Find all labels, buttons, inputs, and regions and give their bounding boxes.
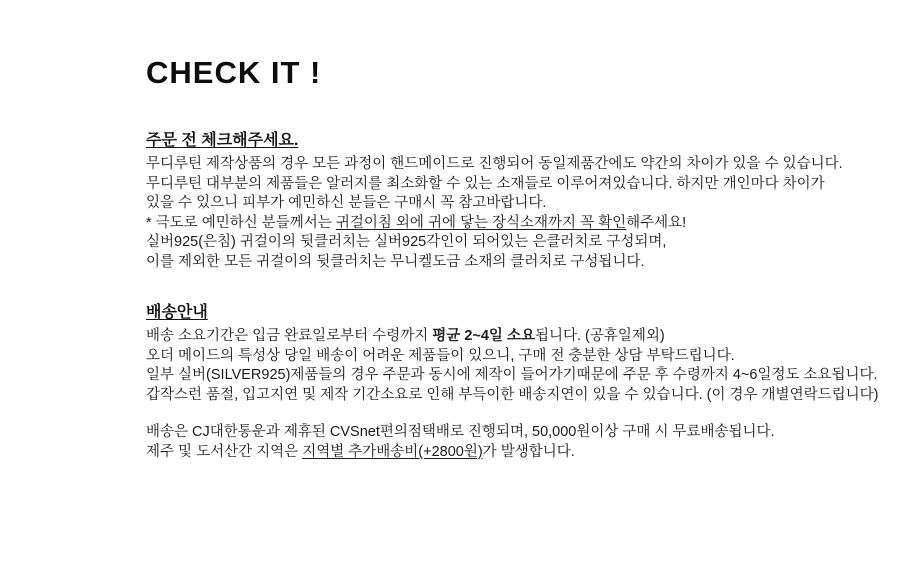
text-segment: 무디루틴 대부분의 제품들은 알러지를 최소화할 수 있는 소재들로 이루어져있습니다. 하지만 개인마다 차이가 xyxy=(146,175,825,192)
text-segment: 배송 소요기간은 입금 완료일로부터 수령까지 xyxy=(146,328,433,344)
text-segment: 가 발생합니다. xyxy=(482,443,575,460)
order-check-section-title: 주문 전 체크해주세요. xyxy=(146,132,299,149)
text-segment: 됩니다. (공휴일제외) xyxy=(534,328,665,344)
text-line xyxy=(146,155,860,175)
text-segment: 오더 메이드의 특성상 당일 배송이 어려운 제품들이 있으니, 구매 전 충분한 상담 부탁드립니다. xyxy=(146,347,735,364)
text-segment: 해주세요! xyxy=(626,214,687,231)
text-segment: 지역별 추가배송비(+2800원) xyxy=(302,443,483,460)
shipping-title-row xyxy=(146,303,860,327)
text-line xyxy=(146,386,879,406)
text-segment: 평균 2~4일 소요 xyxy=(432,328,535,344)
text-line xyxy=(146,347,860,367)
text-segment: 귀걸이침 외에 귀에 닿는 장식소재까지 꼭 확인 xyxy=(335,214,627,231)
text-segment: 무디루틴 제작상품의 경우 모든 과정이 핸드메이드로 진행되어 동일제품간에도 약간의 차이가 있을 수 있습니다. xyxy=(146,156,843,172)
order-check-section xyxy=(146,131,860,272)
text-segment: 일부 실버(SILVER925)제품들의 경우 주문과 동시에 제작이 들어가기때문에 주문 후 수령까지 4~6일정도 소요됩니다. xyxy=(146,367,878,383)
text-segment: 실버925(은침) 귀걸이의 뒷클러치는 실버925각인이 되어있는 은클러치로 구성되며, xyxy=(146,234,667,250)
page-title: CHECK IT ! xyxy=(146,55,322,90)
text-segment: 있을 수 있으니 피부가 예민하신 분들은 구매시 꼭 참고바랍니다. xyxy=(146,195,547,211)
text-segment: 이를 제외한 모든 귀걸이의 뒷클러치는 무니켈도금 소재의 클러치로 구성됩니다. xyxy=(146,253,645,270)
shipping-text-block xyxy=(146,327,879,405)
text-line xyxy=(146,194,860,214)
text-line xyxy=(146,443,860,463)
text-segment: 갑작스런 품절, 입고지연 및 제작 기간소요로 인해 부득이한 배송지연이 있을 수 있습니다. (이 경우 개별연락드립니다) xyxy=(146,386,879,403)
text-line xyxy=(146,327,860,347)
text-segment: * 극도로 예민하신 분들께서는 xyxy=(146,214,336,231)
text-line xyxy=(146,366,878,386)
shipping-courier-text-block xyxy=(146,423,860,462)
text-line xyxy=(146,423,860,443)
order-check-text-block xyxy=(146,155,860,272)
shipping-section-title: 배송안내 xyxy=(146,304,208,321)
text-line xyxy=(146,233,860,253)
text-line xyxy=(146,253,860,273)
text-line xyxy=(146,175,860,195)
shipping-info-section xyxy=(146,303,879,462)
text-segment: 배송은 CJ대한통운과 제휴된 CVSnet편의점택배로 진행되며, 50,000원이상 구매 시 무료배송됩니다. xyxy=(146,424,775,440)
text-segment: 제주 및 도서산간 지역은 xyxy=(146,443,303,460)
order-check-title-row xyxy=(146,131,860,155)
text-line xyxy=(146,214,860,234)
